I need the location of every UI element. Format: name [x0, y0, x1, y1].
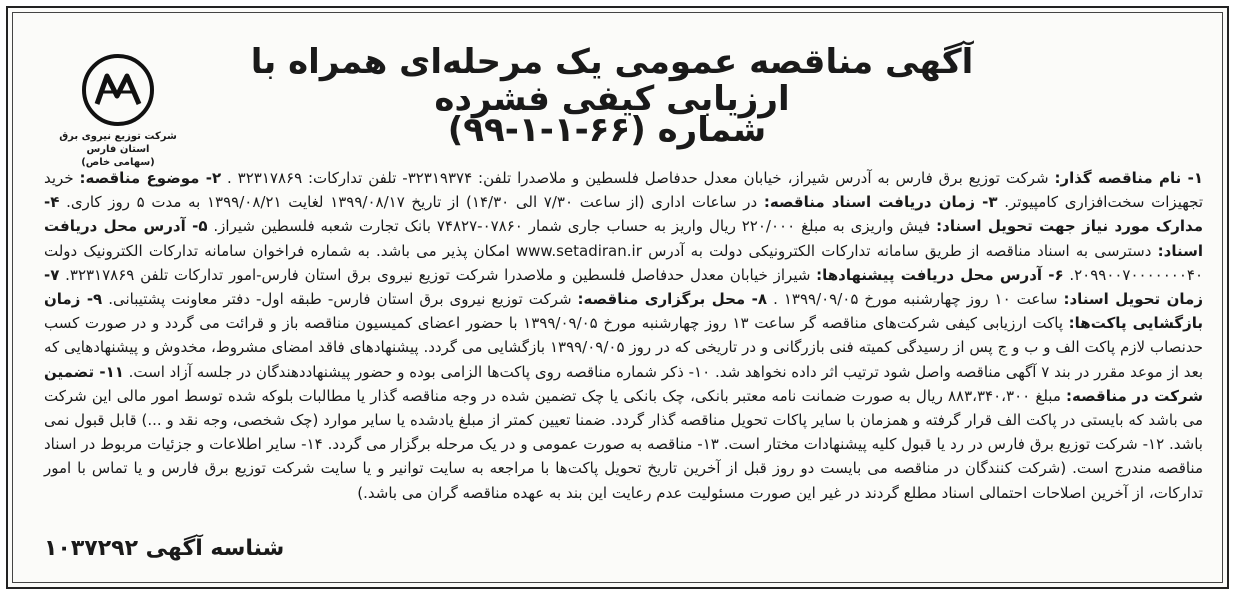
section-label: ۵- آدرس محل دریافت اسناد:: [44, 217, 1203, 260]
section-label: ۲- موضوع مناقصه:: [79, 169, 222, 187]
section-text: دسترسی به اسناد مناقصه از طریق سامانه تدارکات الکترونیکی دولت به آدرس www.setadiran.ir امکان پذیر می باشد. به شماره فراخوان سامانه تدارکات الکترونیک دولت ۲۰۹۹۰۰۷۰۰۰۰۰۰۰۴۰.: [44, 241, 1203, 284]
section-text: مبلغ ۸۸۳،۳۴۰،۳۰۰ ریال به صورت ضمانت نامه معتبر بانکی، چک بانکی یا چک تضمین شده در وجه مناقصه گذار یا مطالبات بلوکه شده توسط امور مالی این شرکت می باشد که بایستی در پاکت الف قرار گرفته و همزمان با سایر پاکات تحویل مناقصه گذار گردد. ضمنا تعیین کمتر از مبلغ یادشده یا سایر موارد (چک شخصی، وجه نقد و ...) قابل قبول نمی باشد. ۱۲- شرکت توزیع برق فارس در رد یا قبول کلیه پیشنهادات مختار است. ۱۳- مناقصه به صورت عمومی و در یک مرحله برگزار می گردد. ۱۴- سایر اطلاعات و جزئیات مربوط در اسناد مناقصه مندرج است. (شرکت کنندگان در مناقصه می بایست دو روز قبل از آخرین تاریخ تحویل پاکت‌ها با مراجعه به سایت توانیر و یا سایت شرکت توزیع برق فارس و یا تماس با امور تدارکات، از آخرین اصلاحات احتمالی اسناد مطلع گردند در غیر این صورت مسئولیت عدم رعایت این بند به عهده مناقصه گران می باشد.): [44, 386, 1203, 502]
section-11: [44, 363, 1203, 502]
section-label: ۹- زمان بازگشایی پاکت‌ها:: [44, 290, 1203, 333]
section-label: ۴- مدارک مورد نیاز جهت تحویل اسناد:: [44, 193, 1203, 236]
ad-body: [44, 166, 1203, 505]
section-label: ۱۱- تضمین شرکت در مناقصه:: [44, 362, 1203, 405]
section-text: شرکت توزیع برق فارس به آدرس شیراز، خیابان معدل حدفاصل فلسطین و ملاصدرا تلفن: ۳۲۳۱۹۳۷۴- تلفن تدارکات: ۳۲۳۱۷۸۶۹ .: [221, 169, 1055, 187]
section-label: ۱- نام مناقصه گذار:: [1054, 169, 1203, 187]
ad-number: شماره (۶۶-۱-۱-۹۹): [447, 110, 767, 150]
section-text: شیراز خیابان معدل حدفاصل فلسطین و ملاصدرا شرکت توزیع نیروی برق استان فارس-امور تدارکات تلفن ۳۲۳۱۷۸۶۹.: [59, 265, 817, 284]
ad-header: [18, 14, 1217, 168]
section-text: فیش واریزی به مبلغ ۲۲۰/۰۰۰ ریال واریز به حساب جاری شمار ۰۷۸۶۰-۷۴۸۲۷ بانک تجارت شعبه فلسطین شیراز.: [207, 217, 937, 236]
section-label: ۳- زمان دریافت اسناد مناقصه:: [763, 193, 998, 212]
ad-frame: [6, 6, 1229, 589]
section-text: پاکت ارزیابی کیفی شرکت‌های مناقصه گر ساعت ۱۳ روز چهارشنبه مورخ ۱۳۹۹/۰۹/۰۵ با حضور اعضای کمیسیون مناقصه باز و قرائت می گردد و در صورت کسب حدنصاب لازم پاکت الف و ب و ج پس از رسیدگی کمیته فنی بازرگانی و در تاریخی که در روز ۱۳۹۹/۰۹/۰۵ بازگشایی می گردد. پیشنهادهای فاقد امضای مشروط، مخدوش و پیشنهادهایی که بعد از موعد مقرر در بند ۷ آگهی مناقصه واصل شود ترتیب اثر داده نخواهد شد. ۱۰- ذکر شماره مناقصه روی پاکت‌ها الزامی بوده و حضور پیشنهاددهندگان در جلسه آزاد است.: [44, 314, 1203, 381]
section-text: در ساعات اداری (از ساعت ۷/۳۰ الی ۱۴/۳۰) از تاریخ ۱۳۹۹/۰۸/۱۷ لغایت ۱۳۹۹/۰۸/۲۱ به مدت ۵ روز کاری.: [59, 193, 764, 212]
section-text: شرکت توزیع نیروی برق استان فارس- طبقه اول- دفتر معاونت پشتیبانی.: [102, 290, 578, 309]
section-text: خرید تجهیزات سخت‌افزاری کامپیوتر.: [44, 169, 1203, 212]
section-label: ۷- زمان تحویل اسناد:: [44, 265, 1203, 309]
company-name: شرکت توزیع نیروی برق استان فارس: [59, 131, 177, 155]
section-6: [59, 266, 1063, 284]
section-text: ساعت ۱۰ روز چهارشنبه مورخ ۱۳۹۹/۰۹/۰۵ .: [767, 290, 1064, 309]
section-1: [221, 169, 1203, 187]
section-8: [102, 290, 767, 308]
section-3: [59, 193, 997, 211]
section-label: ۶- آدرس محل دریافت پیشنهادها:: [816, 265, 1064, 284]
ad-id: شناسه آگهی ۱۰۳۷۲۹۲: [44, 536, 285, 561]
company-type: (سهامی خاص): [81, 157, 155, 168]
section-label: ۸- محل برگزاری مناقصه:: [577, 290, 768, 309]
company-logo-icon: [82, 54, 154, 126]
company-logo: [58, 54, 178, 168]
ad-title: آگهی مناقصه عمومی یک مرحله‌ای همراه با ارزیابی کیفی فشرده: [250, 42, 974, 120]
